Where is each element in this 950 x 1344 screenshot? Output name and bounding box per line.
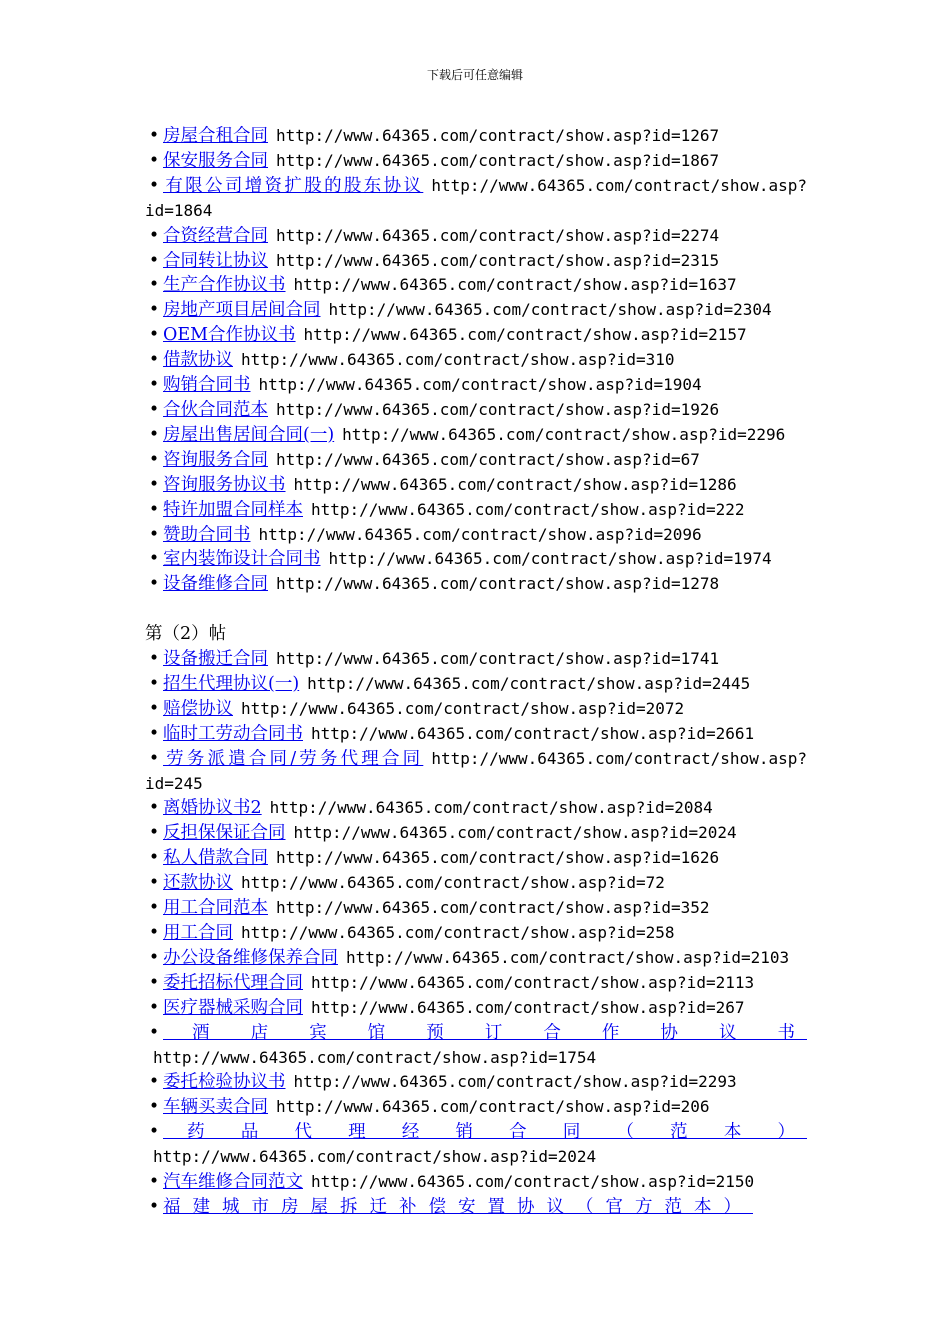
contract-url: http://www.64365.com/contract/show.asp?id=258 [241,922,675,942]
contract-link[interactable]: 福建城市房屋拆迁补偿安置协议（官方范本） [163,1196,753,1217]
contract-link[interactable]: 合伙合同范本 [163,399,268,420]
list-item [145,1195,807,1220]
contract-link[interactable]: 医疗器械采购合同 [163,997,303,1018]
contract-url: http://www.64365.com/contract/show.asp?id=222 [311,499,745,519]
list-item [145,1021,807,1071]
list-item [145,473,807,498]
bullet-icon: • [148,673,160,694]
bullet-icon: • [148,997,160,1018]
contract-link[interactable]: 借款协议 [163,350,233,371]
list-item [145,224,807,249]
bullet-icon: • [148,424,160,445]
contract-link[interactable]: 设备搬迁合同 [163,649,268,670]
contract-url: http://www.64365.com/contract/show.asp?id=1904 [258,375,702,395]
contract-url: http://www.64365.com/contract/show.asp?id=2096 [258,524,702,544]
bullet-icon: • [148,474,160,495]
contract-link[interactable]: 合同转让协议 [163,250,268,271]
contract-url: http://www.64365.com/contract/show.asp?id=1637 [293,275,737,295]
list-item [145,498,807,523]
bullet-icon: • [148,898,160,919]
list-item [145,1120,807,1170]
list-item [145,124,807,149]
list-item [145,647,807,672]
bullet-icon: • [148,126,160,146]
bullet-icon: • [148,1172,160,1193]
contract-url: http://www.64365.com/contract/show.asp?id=352 [276,898,710,918]
list-item [145,398,807,423]
contract-link[interactable]: 咨询服务协议书 [163,474,286,495]
contract-link[interactable]: 设备维修合同 [163,574,268,595]
section-heading: 第（2）帖 [145,624,227,645]
contract-url: http://www.64365.com/contract/show.asp?id=1626 [276,848,720,868]
contract-link[interactable]: 车辆买卖合同 [163,1097,268,1118]
bullet-icon: • [148,325,160,346]
contract-url: http://www.64365.com/contract/show.asp?id=2103 [346,947,790,967]
list-item [145,1070,807,1095]
bullet-icon: • [148,1097,160,1118]
contract-link[interactable]: 赞助合同书 [163,524,251,545]
bullet-icon: • [148,1196,160,1217]
bullet-icon: • [148,649,160,670]
contract-url: http://www.64365.com/contract/show.asp?id=1741 [276,649,720,669]
bullet-icon: • [148,823,160,844]
bullet-icon: • [148,1022,160,1043]
contract-link[interactable]: 购销合同书 [163,375,251,396]
bullet-icon: • [148,399,160,420]
bullet-icon: • [148,524,160,545]
list-item [145,249,807,274]
list-item [145,572,807,597]
contract-url: http://www.64365.com/contract/show.asp?id=1267 [276,126,720,145]
list-item [145,672,807,697]
contract-link[interactable]: 离婚协议书2 [163,798,262,819]
bullet-icon: • [148,574,160,595]
list-item [145,996,807,1021]
contract-link[interactable]: 委托检验协议书 [163,1072,286,1093]
contract-url: http://www.64365.com/contract/show.asp?id=1926 [276,399,720,419]
list-item [145,348,807,373]
contract-link[interactable]: 酒店宾馆预订合作协议书 [163,1022,807,1043]
contract-link[interactable]: 劳务派遣合同/劳务代理合同 [163,748,424,769]
list-item [145,722,807,747]
contract-url: http://www.64365.com/contract/show.asp?id=1867 [276,150,720,170]
contract-link[interactable]: 委托招标代理合同 [163,972,303,993]
list-item [145,821,807,846]
list-item [145,846,807,871]
contract-link[interactable]: 招生代理协议(一) [163,673,300,694]
contract-url: http://www.64365.com/contract/show.asp?id=2024 [293,823,737,843]
contract-url: http://www.64365.com/contract/show.asp?id=1754 [153,1047,597,1067]
contract-url: http://www.64365.com/contract/show.asp?id=310 [241,350,675,370]
contract-url: http://www.64365.com/contract/show.asp?id=2157 [303,325,747,345]
list-item [145,423,807,448]
contract-link[interactable]: 房地产项目居间合同 [163,300,321,321]
document-body [145,124,807,1220]
contract-link[interactable]: 合资经营合同 [163,225,268,246]
bullet-icon: • [148,449,160,470]
contract-link[interactable]: 室内装饰设计合同书 [163,549,321,570]
list-item [145,921,807,946]
contract-list-2 [145,647,807,1220]
list-item [145,323,807,348]
contract-link[interactable]: 赔偿协议 [163,698,233,719]
contract-url: http://www.64365.com/contract/show.asp?id=67 [276,449,700,469]
bullet-icon: • [148,848,160,869]
contract-url: http://www.64365.com/contract/show.asp?id=2315 [276,250,720,270]
contract-url: http://www.64365.com/contract/show.asp?id=2661 [311,723,755,743]
contract-link[interactable]: 保安服务合同 [163,150,268,171]
contract-url: http://www.64365.com/contract/show.asp?id=267 [311,997,745,1017]
contract-url: http://www.64365.com/contract/show.asp?id=2296 [342,424,786,444]
list-item [145,871,807,896]
list-item [145,747,807,797]
contract-link[interactable]: 生产合作协议书 [163,275,286,296]
bullet-icon: • [148,549,160,570]
list-item [145,523,807,548]
bullet-icon: • [148,947,160,968]
contract-url: http://www.64365.com/contract/show.asp?id=2293 [293,1072,737,1092]
bullet-icon: • [148,250,160,271]
bullet-icon: • [148,300,160,321]
bullet-icon: • [148,175,160,196]
bullet-icon: • [148,873,160,894]
bullet-icon: • [148,798,160,819]
bullet-icon: • [148,748,160,769]
contract-link[interactable]: 特许加盟合同样本 [163,499,303,520]
contract-link[interactable]: 房屋合租合同 [163,126,268,146]
contract-link[interactable]: 反担保保证合同 [163,823,286,844]
contract-url: http://www.64365.com/contract/show.asp?id=245 [145,748,807,793]
bullet-icon: • [148,225,160,246]
contract-url: http://www.64365.com/contract/show.asp?id=1278 [276,574,720,594]
contract-url: http://www.64365.com/contract/show.asp?id=2445 [307,673,751,693]
list-item [145,946,807,971]
bullet-icon: • [148,350,160,371]
list-item [145,298,807,323]
blank-line [145,597,807,622]
contract-url: http://www.64365.com/contract/show.asp?id=1974 [328,549,772,569]
contract-url: http://www.64365.com/contract/show.asp?id=2084 [269,798,713,818]
list-item [145,373,807,398]
list-item [145,796,807,821]
list-item [145,1095,807,1120]
contract-url: http://www.64365.com/contract/show.asp?id=1864 [145,175,807,220]
list-item [145,697,807,722]
contract-url: http://www.64365.com/contract/show.asp?id=72 [241,873,665,893]
list-item [145,1170,807,1195]
bullet-icon: • [148,150,160,171]
bullet-icon: • [148,1122,160,1143]
list-item [145,273,807,298]
contract-link[interactable]: OEM合作协议书 [163,325,296,346]
bullet-icon: • [148,1072,160,1093]
contract-link[interactable]: 汽车维修合同范文 [163,1172,303,1193]
bullet-icon: • [148,375,160,396]
contract-link[interactable]: 临时工劳动合同书 [163,723,303,744]
contract-list-1 [145,124,807,597]
contract-link[interactable]: 还款协议 [163,873,233,894]
page-header: 下载后可任意编辑 [426,68,523,82]
list-item [145,149,807,174]
contract-url: http://www.64365.com/contract/show.asp?id=1286 [293,474,737,494]
contract-url: http://www.64365.com/contract/show.asp?id=2150 [311,1172,755,1192]
contract-url: http://www.64365.com/contract/show.asp?id=2024 [153,1147,597,1167]
contract-link[interactable]: 办公设备维修保养合同 [163,947,338,968]
contract-url: http://www.64365.com/contract/show.asp?id=206 [276,1097,710,1117]
contract-url: http://www.64365.com/contract/show.asp?id=2304 [328,300,772,320]
contract-link[interactable]: 药品代理经销合同（范本） [163,1122,807,1143]
bullet-icon: • [148,723,160,744]
list-item [145,971,807,996]
contract-link[interactable]: 房屋出售居间合同(一) [163,424,335,445]
list-item [145,174,807,224]
contract-url: http://www.64365.com/contract/show.asp?id=2072 [241,698,685,718]
bullet-icon: • [148,698,160,719]
bullet-icon: • [148,499,160,520]
contract-link[interactable]: 用工合同范本 [163,898,268,919]
contract-link[interactable]: 咨询服务合同 [163,449,268,470]
contract-url: http://www.64365.com/contract/show.asp?id=2274 [276,225,720,245]
contract-link[interactable]: 用工合同 [163,922,233,943]
bullet-icon: • [148,972,160,993]
contract-link[interactable]: 有限公司增资扩股的股东协议 [163,175,424,196]
list-item [145,896,807,921]
bullet-icon: • [148,275,160,296]
list-item [145,547,807,572]
list-item [145,448,807,473]
contract-url: http://www.64365.com/contract/show.asp?id=2113 [311,972,755,992]
bullet-icon: • [148,922,160,943]
contract-link[interactable]: 私人借款合同 [163,848,268,869]
